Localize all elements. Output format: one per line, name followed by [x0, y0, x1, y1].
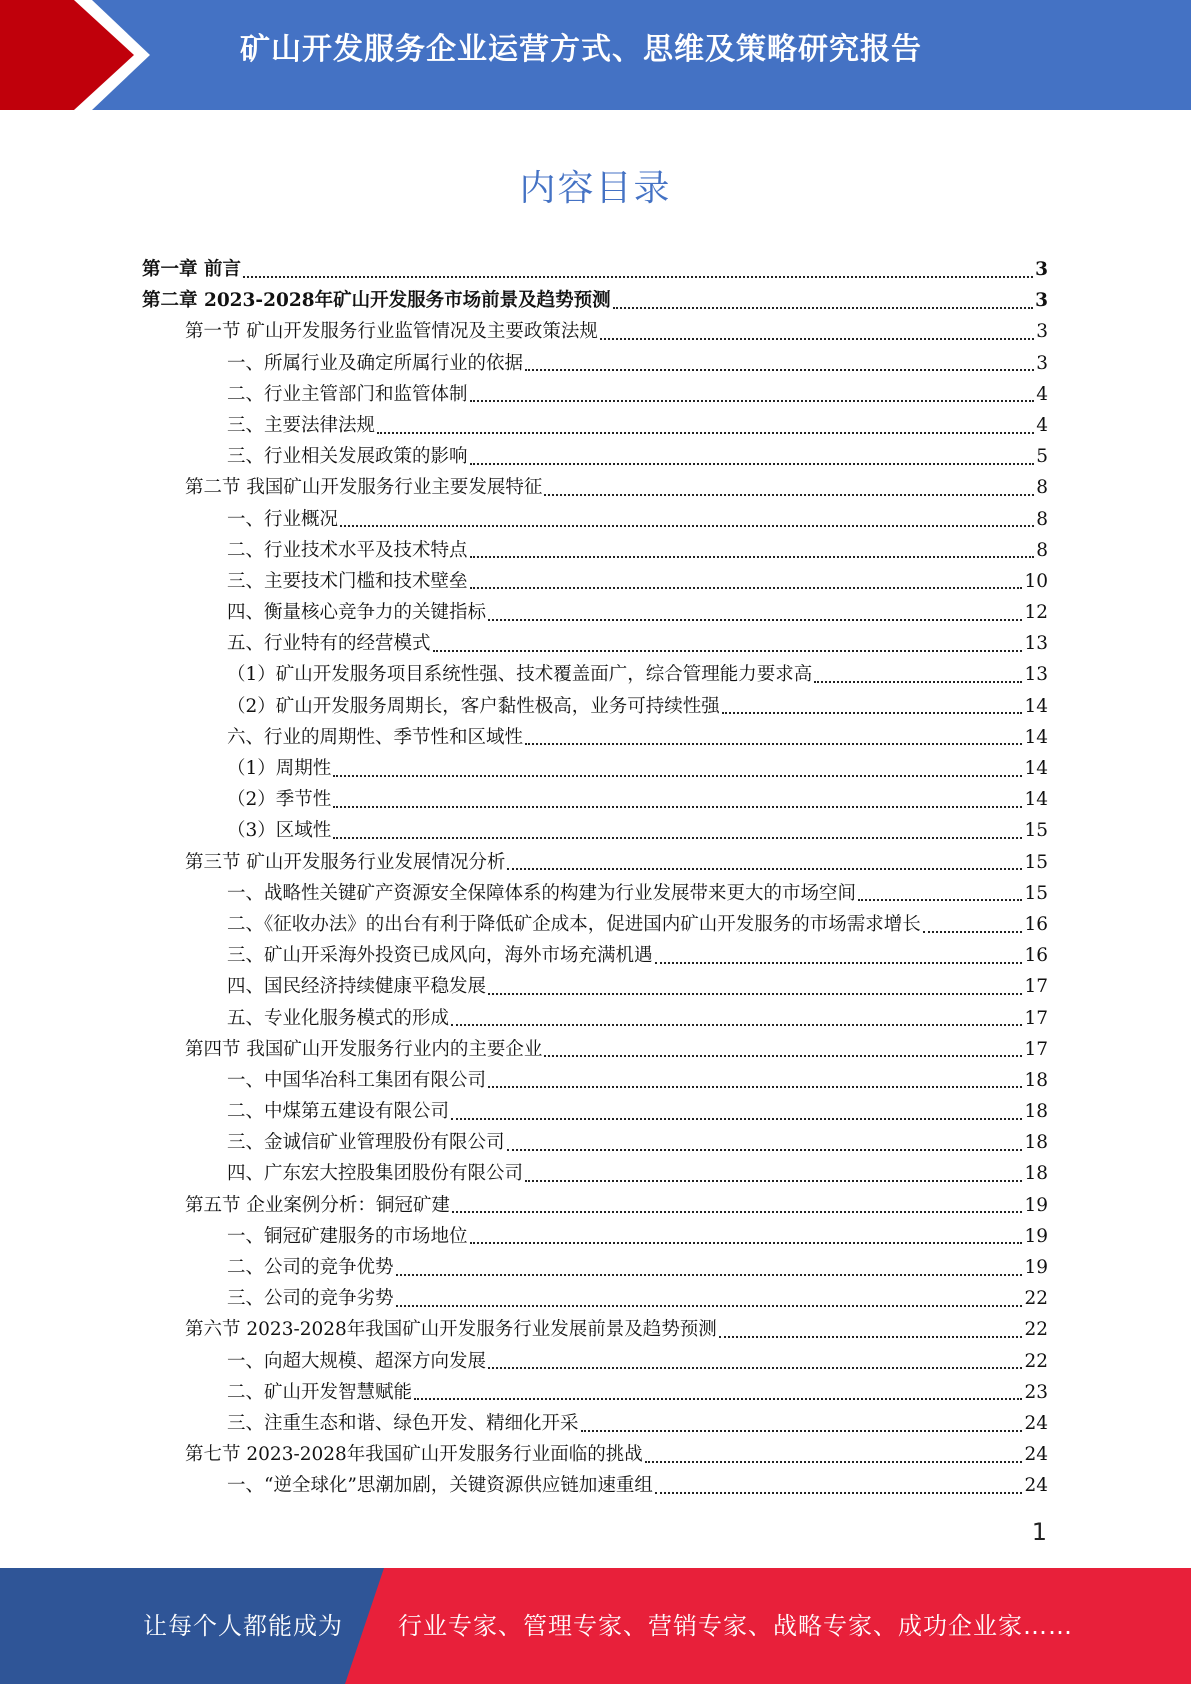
toc-entry-label: 一、战略性关键矿产资源安全保障体系的构建为行业发展带来更大的市场空间 — [227, 882, 857, 904]
toc-entry-label: 第二节 我国矿山开发服务行业主要发展特征 — [185, 477, 543, 499]
toc-entry[interactable] — [142, 1034, 1048, 1065]
toc-entry[interactable] — [142, 784, 1048, 815]
toc-entry-page: 22 — [1024, 1288, 1048, 1310]
toc-entry-page: 4 — [1036, 383, 1048, 405]
toc-leader-dots — [452, 1211, 1023, 1213]
toc-entry[interactable] — [142, 1190, 1048, 1221]
toc-entry[interactable] — [142, 441, 1048, 472]
toc-entry[interactable] — [142, 1439, 1048, 1470]
toc-entry[interactable] — [142, 1096, 1048, 1127]
toc-leader-dots — [243, 276, 1033, 278]
toc-entry-label: （1）矿山开发服务项目系统性强、技术覆盖面广，综合管理能力要求高 — [227, 664, 813, 686]
toc-entry-page: 24 — [1024, 1475, 1048, 1497]
toc-entry[interactable] — [142, 1346, 1048, 1377]
toc-entry-page: 3 — [1035, 290, 1048, 312]
toc-entry-label: 三、主要技术门槛和技术壁垒 — [227, 570, 468, 592]
footer-slogan-right: 行业专家、管理专家、营销专家、战略专家、成功企业家…… — [398, 1612, 1073, 1640]
toc-entry[interactable] — [142, 410, 1048, 441]
toc-entry-label: 第五节 企业案例分析：铜冠矿建 — [185, 1194, 450, 1216]
toc-leader-dots — [488, 993, 1022, 995]
toc-entry[interactable] — [142, 1221, 1048, 1252]
toc-entry[interactable] — [142, 1158, 1048, 1189]
toc-entry-page: 8 — [1036, 477, 1048, 499]
toc-entry-page: 3 — [1036, 321, 1048, 343]
toc-entry-page: 24 — [1024, 1444, 1048, 1466]
toc-entry[interactable] — [142, 1408, 1048, 1439]
toc-leader-dots — [722, 712, 1023, 714]
toc-entry[interactable] — [142, 971, 1048, 1002]
toc-leader-dots — [655, 962, 1023, 964]
toc-entry-label: 第四节 我国矿山开发服务行业内的主要企业 — [185, 1038, 543, 1060]
toc-entry-page: 24 — [1024, 1412, 1048, 1434]
toc-entry-page: 22 — [1024, 1350, 1048, 1372]
toc-entry-label: （3）区域性 — [227, 820, 332, 842]
toc-entry-label: 四、衡量核心竞争力的关键指标 — [227, 602, 487, 624]
toc-entry-label: 二、中煤第五建设有限公司 — [227, 1101, 450, 1123]
toc-entry-label: 四、广东宏大控股集团股份有限公司 — [227, 1163, 524, 1185]
toc-entry-label: 三、矿山开采海外投资已成风向，海外市场充满机遇 — [227, 945, 653, 967]
toc-leader-dots — [488, 619, 1022, 621]
toc-entry-label: 三、金诚信矿业管理股份有限公司 — [227, 1132, 505, 1154]
table-of-contents — [142, 254, 1048, 1502]
toc-entry-page: 10 — [1024, 570, 1048, 592]
toc-leader-dots — [544, 1055, 1022, 1057]
toc-leader-dots — [470, 1242, 1023, 1244]
toc-entry-label: 一、“逆全球化”思潮加剧，关键资源供应链加速重组 — [227, 1475, 653, 1497]
toc-entry[interactable] — [142, 691, 1048, 722]
toc-entry[interactable] — [142, 379, 1048, 410]
toc-leader-dots — [858, 899, 1022, 901]
toc-entry-page: 18 — [1024, 1069, 1048, 1091]
toc-entry-page: 18 — [1024, 1132, 1048, 1154]
toc-leader-dots — [613, 307, 1034, 309]
footer-slogan-left: 让每个人都能成为 — [143, 1612, 343, 1640]
toc-entry-label: （2）季节性 — [227, 789, 332, 811]
toc-leader-dots — [414, 1398, 1022, 1400]
toc-leader-dots — [396, 1274, 1023, 1276]
toc-leader-dots — [525, 1180, 1022, 1182]
toc-entry[interactable] — [142, 1127, 1048, 1158]
toc-leader-dots — [600, 338, 1034, 340]
toc-entry[interactable] — [142, 597, 1048, 628]
toc-entry-label: 一、中国华冶科工集团有限公司 — [227, 1069, 487, 1091]
toc-entry-label: 二、《征收办法》的出台有利于降低矿企成本，促进国内矿山开发服务的市场需求增长 — [227, 913, 921, 935]
toc-entry-page: 14 — [1024, 758, 1048, 779]
toc-entry-page: 23 — [1024, 1381, 1048, 1403]
toc-entry-page: 15 — [1024, 820, 1048, 842]
toc-entry-label: 一、行业概况 — [227, 508, 339, 530]
toc-entry-label: 第一章 前言 — [142, 259, 241, 280]
toc-leader-dots — [377, 432, 1034, 434]
toc-entry[interactable] — [142, 316, 1048, 347]
toc-leader-dots — [451, 1118, 1022, 1120]
toc-entry[interactable] — [142, 1314, 1048, 1345]
toc-entry-page: 14 — [1024, 726, 1048, 748]
toc-entry[interactable] — [142, 472, 1048, 503]
toc-entry[interactable] — [142, 535, 1048, 566]
toc-entry-label: 第二章 2023-2028年矿山开发服务市场前景及趋势预测 — [142, 290, 611, 312]
toc-entry-page: 13 — [1024, 633, 1048, 655]
toc-entry-page: 19 — [1024, 1225, 1048, 1247]
toc-entry-label: 一、所属行业及确定所属行业的依据 — [227, 352, 524, 374]
toc-leader-dots — [340, 525, 1034, 527]
header-banner — [0, 0, 1191, 110]
toc-entry-page: 19 — [1024, 1194, 1048, 1216]
toc-entry-label: 二、公司的竞争优势 — [227, 1257, 394, 1278]
toc-entry-page: 8 — [1036, 508, 1048, 530]
toc-entry-label: 第三节 矿山开发服务行业发展情况分析 — [185, 851, 506, 873]
toc-entry-page: 8 — [1036, 539, 1048, 561]
toc-leader-dots — [645, 1461, 1023, 1463]
toc-entry[interactable] — [142, 1283, 1048, 1314]
toc-leader-dots — [544, 494, 1034, 496]
toc-entry[interactable] — [142, 566, 1048, 597]
toc-leader-dots — [333, 806, 1022, 808]
toc-entry-label: 五、行业特有的经营模式 — [227, 633, 431, 655]
toc-entry-label: 第七节 2023-2028年我国矿山开发服务行业面临的挑战 — [185, 1444, 643, 1466]
toc-leader-dots — [581, 1430, 1023, 1432]
toc-entry-page: 17 — [1024, 1007, 1048, 1029]
toc-entry[interactable] — [142, 815, 1048, 846]
toc-entry-label: 三、公司的竞争劣势 — [227, 1288, 394, 1310]
toc-entry-page: 4 — [1036, 414, 1048, 436]
toc-leader-dots — [470, 400, 1035, 402]
toc-leader-dots — [923, 931, 1023, 933]
toc-entry[interactable] — [142, 753, 1048, 784]
toc-leader-dots — [525, 743, 1022, 745]
toc-entry-label: 三、主要法律法规 — [227, 414, 376, 436]
toc-entry-label: 三、注重生态和谐、绿色开发、精细化开采 — [227, 1412, 579, 1434]
toc-entry-page: 14 — [1024, 695, 1048, 717]
toc-entry-page: 5 — [1036, 446, 1048, 468]
toc-entry-page: 3 — [1035, 259, 1048, 280]
toc-entry-page: 15 — [1024, 851, 1048, 873]
report-title: 矿山开发服务企业运营方式、思维及策略研究报告 — [240, 32, 922, 67]
toc-leader-dots — [507, 1149, 1023, 1151]
toc-entry-label: 六、行业的周期性、季节性和区域性 — [227, 726, 524, 748]
toc-entry[interactable] — [142, 1252, 1048, 1283]
toc-entry-page: 14 — [1024, 789, 1048, 811]
toc-entry[interactable] — [142, 909, 1048, 940]
toc-entry-page: 19 — [1024, 1257, 1048, 1278]
toc-entry-page: 18 — [1024, 1101, 1048, 1123]
toc-entry[interactable] — [142, 1377, 1048, 1408]
toc-entry[interactable] — [142, 504, 1048, 535]
toc-entry-page: 18 — [1024, 1163, 1048, 1185]
toc-entry[interactable] — [142, 1470, 1048, 1501]
toc-leader-dots — [396, 1305, 1023, 1307]
toc-entry-label: 一、铜冠矿建服务的市场地位 — [227, 1225, 468, 1247]
toc-leader-dots — [488, 1367, 1022, 1369]
toc-leader-dots — [333, 775, 1022, 777]
toc-leader-dots — [433, 650, 1023, 652]
toc-entry[interactable] — [142, 1003, 1048, 1034]
toc-leader-dots — [470, 587, 1023, 589]
toc-title: 内容目录 — [519, 168, 672, 209]
toc-entry-label: 第六节 2023-2028年我国矿山开发服务行业发展前景及趋势预测 — [185, 1319, 717, 1341]
toc-entry-page: 16 — [1024, 913, 1048, 935]
toc-leader-dots — [814, 681, 1022, 683]
toc-leader-dots — [655, 1492, 1023, 1494]
toc-entry[interactable] — [142, 940, 1048, 971]
toc-entry-label: 第一节 矿山开发服务行业监管情况及主要政策法规 — [185, 321, 598, 343]
toc-entry[interactable] — [142, 285, 1048, 316]
toc-leader-dots — [525, 369, 1034, 371]
toc-entry[interactable] — [142, 878, 1048, 909]
toc-entry-label: （2）矿山开发服务周期长，客户黏性极高，业务可持续性强 — [227, 695, 720, 717]
toc-entry-page: 3 — [1036, 352, 1048, 374]
toc-entry-label: 四、国民经济持续健康平稳发展 — [227, 976, 487, 998]
toc-entry-label: 二、行业主管部门和监管体制 — [227, 383, 468, 405]
toc-leader-dots — [507, 868, 1022, 870]
toc-entry-label: 三、行业相关发展政策的影响 — [227, 446, 468, 468]
toc-entry-page: 17 — [1024, 976, 1048, 998]
toc-entry-label: （1）周期性 — [227, 758, 332, 779]
toc-leader-dots — [470, 463, 1035, 465]
toc-entry[interactable] — [142, 628, 1048, 659]
toc-entry[interactable] — [142, 254, 1048, 285]
toc-leader-dots — [333, 837, 1022, 839]
toc-leader-dots — [470, 556, 1035, 558]
toc-leader-dots — [451, 1024, 1022, 1026]
toc-entry[interactable] — [142, 722, 1048, 753]
toc-entry-label: 一、向超大规模、超深方向发展 — [227, 1350, 487, 1372]
toc-leader-dots — [488, 1086, 1022, 1088]
toc-leader-dots — [719, 1336, 1023, 1338]
toc-entry-label: 五、专业化服务模式的形成 — [227, 1007, 450, 1029]
toc-entry-label: 二、行业技术水平及技术特点 — [227, 539, 468, 561]
toc-entry-page: 16 — [1024, 945, 1048, 967]
toc-entry-label: 二、矿山开发智慧赋能 — [227, 1381, 413, 1403]
toc-entry-page: 17 — [1024, 1038, 1048, 1060]
toc-entry[interactable] — [142, 348, 1048, 379]
toc-entry[interactable] — [142, 847, 1048, 878]
toc-entry-page: 22 — [1024, 1319, 1048, 1341]
toc-entry-page: 12 — [1024, 602, 1048, 624]
toc-entry[interactable] — [142, 659, 1048, 690]
toc-entry-page: 13 — [1024, 664, 1048, 686]
footer-banner — [0, 1568, 1191, 1684]
toc-entry-page: 15 — [1024, 882, 1048, 904]
page-number: 1 — [1031, 1518, 1047, 1546]
toc-entry[interactable] — [142, 1065, 1048, 1096]
